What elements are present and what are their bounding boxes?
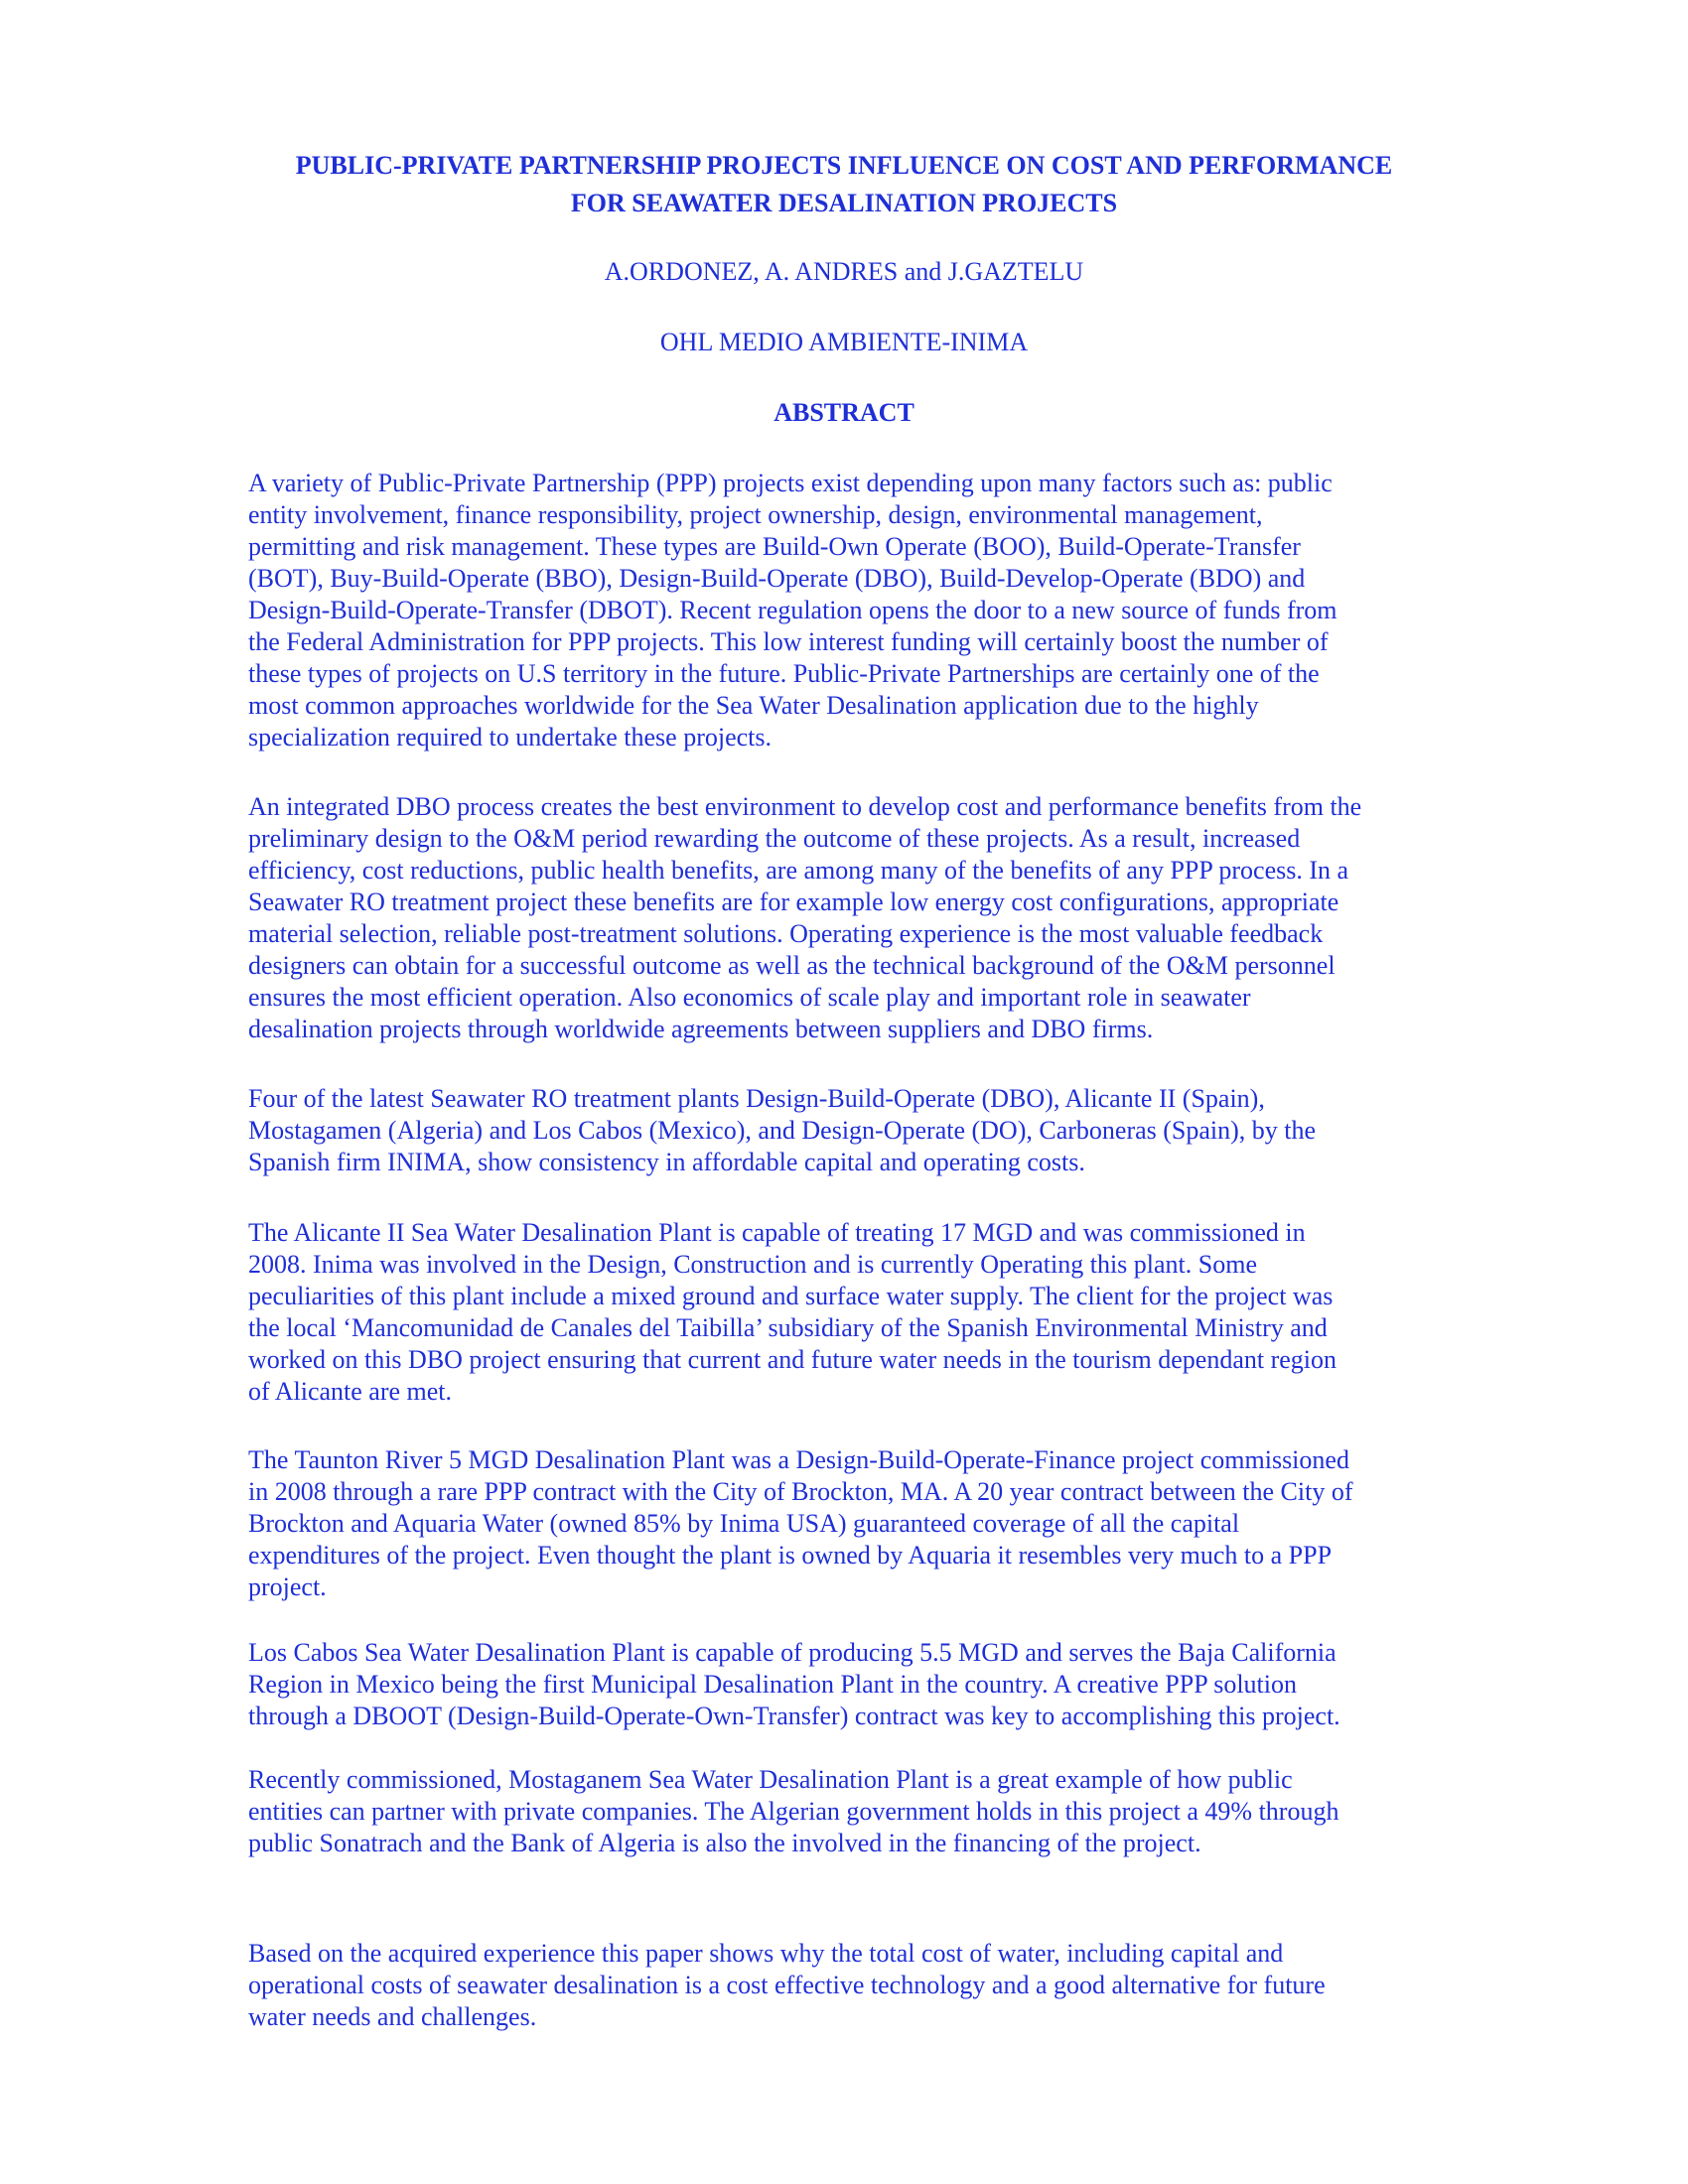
text-line: water needs and challenges.	[248, 2002, 537, 2031]
text-line: of Alicante are met.	[248, 1377, 453, 1406]
abstract-paragraph-los-cabos	[248, 1637, 1460, 1732]
abstract-paragraph-taunton-river	[248, 1444, 1460, 1603]
paper-title-line: PUBLIC-PRIVATE PARTNERSHIP PROJECTS INFLUENCE ON COST AND PERFORMANCE	[295, 151, 1393, 180]
text-line: permitting and risk management. These types are Build-Own Operate (BOO), Build-Operate-Transfer	[248, 532, 1301, 561]
text-line: Four of the latest Seawater RO treatment plants Design-Build-Operate (DBO), Alicante II (Spain),	[248, 1084, 1265, 1113]
text-line: The Taunton River 5 MGD Desalination Plant was a Design-Build-Operate-Finance project commissioned	[248, 1445, 1349, 1474]
text-line: designers can obtain for a successful outcome as well as the technical background of the O&M personnel	[248, 951, 1336, 980]
text-line: the Federal Administration for PPP projects. This low interest funding will certainly boost the number of	[248, 627, 1329, 656]
text-line: efficiency, cost reductions, public health benefits, are among many of the benefits of any PPP process. In a	[248, 856, 1349, 885]
text-line: entities can partner with private companies. The Algerian government holds in this project a 49% through	[248, 1797, 1339, 1826]
text-line: preliminary design to the O&M period rewarding the outcome of these projects. As a result, increased	[248, 824, 1301, 853]
text-line: Recently commissioned, Mostaganem Sea Water Desalination Plant is a great example of how public	[248, 1765, 1293, 1794]
paper-title	[218, 147, 1470, 222]
text-line: An integrated DBO process creates the best environment to develop cost and performance benefits from the	[248, 792, 1362, 821]
text-line: Brockton and Aquaria Water (owned 85% by Inima USA) guaranteed coverage of all the capital	[248, 1509, 1240, 1538]
text-line: specialization required to undertake these projects.	[248, 723, 773, 751]
paper-title-line: FOR SEAWATER DESALINATION PROJECTS	[570, 189, 1118, 217]
text-line: the local ‘Mancomunidad de Canales del Taibilla’ subsidiary of the Spanish Environmental Ministry and	[248, 1313, 1328, 1342]
text-line: Design-Build-Operate-Transfer (DBOT). Recent regulation opens the door to a new source of funds from	[248, 596, 1337, 624]
text-line: in 2008 through a rare PPP contract with the City of Brockton, MA. A 20 year contract between the City of	[248, 1477, 1353, 1506]
text-line: most common approaches worldwide for the Sea Water Desalination application due to the highly	[248, 691, 1259, 720]
text-line: Mostagamen (Algeria) and Los Cabos (Mexico), and Design-Operate (DO), Carboneras (Spain), by the	[248, 1116, 1317, 1145]
text-line: 2008. Inima was involved in the Design, Construction and is currently Operating this plant. Some	[248, 1250, 1258, 1279]
text-line: operational costs of seawater desalination is a cost effective technology and a good alternative for future	[248, 1971, 1326, 1999]
author-list: A.ORDONEZ, A. ANDRES and J.GAZTELU	[604, 257, 1084, 286]
text-line: desalination projects through worldwide agreements between suppliers and DBO firms.	[248, 1015, 1154, 1043]
text-line: entity involvement, finance responsibility, project ownership, design, environmental management,	[248, 500, 1263, 529]
abstract-paragraph-dbo-process	[248, 791, 1460, 1045]
text-line: Based on the acquired experience this paper shows why the total cost of water, including capital and	[248, 1939, 1284, 1968]
text-line: expenditures of the project. Even thought the plant is owned by Aquaria it resembles very much to a PPP	[248, 1541, 1333, 1570]
text-line: public Sonatrach and the Bank of Algeria is also the involved in the financing of the project.	[248, 1829, 1201, 1857]
text-line: material selection, reliable post-treatment solutions. Operating experience is the most valuable feedback	[248, 919, 1324, 948]
text-line: A variety of Public-Private Partnership (PPP) projects exist depending upon many factors such as: public	[248, 469, 1333, 497]
abstract-paragraph-alicante	[248, 1217, 1460, 1408]
abstract-paragraph-conclusion	[248, 1938, 1460, 2033]
abstract-heading: ABSTRACT	[774, 398, 914, 427]
text-line: ensures the most efficient operation. Also economics of scale play and important role in seawater	[248, 983, 1251, 1012]
text-line: project.	[248, 1572, 327, 1601]
text-line: through a DBOOT (Design-Build-Operate-Own-Transfer) contract was key to accomplishing this project.	[248, 1702, 1340, 1730]
affiliation: OHL MEDIO AMBIENTE-INIMA	[659, 328, 1029, 356]
abstract-paragraph-inima-plants	[248, 1083, 1460, 1178]
abstract-paragraph-ppp-types	[248, 468, 1460, 753]
text-line: Seawater RO treatment project these benefits are for example low energy cost configurations, appropriate	[248, 887, 1339, 916]
text-line: worked on this DBO project ensuring that current and future water needs in the tourism dependant region	[248, 1345, 1337, 1374]
text-line: peculiarities of this plant include a mixed ground and surface water supply. The client for the project was	[248, 1282, 1334, 1310]
abstract-paragraph-mostaganem	[248, 1764, 1460, 1859]
text-line: Region in Mexico being the first Municipal Desalination Plant in the country. A creative PPP solution	[248, 1670, 1297, 1699]
text-line: Los Cabos Sea Water Desalination Plant is capable of producing 5.5 MGD and serves the Baja California	[248, 1638, 1336, 1667]
text-line: Spanish firm INIMA, show consistency in affordable capital and operating costs.	[248, 1148, 1085, 1176]
text-line: (BOT), Buy-Build-Operate (BBO), Design-Build-Operate (DBO), Build-Develop-Operate (BDO) and	[248, 564, 1306, 593]
text-line: The Alicante II Sea Water Desalination Plant is capable of treating 17 MGD and was commissioned in	[248, 1218, 1306, 1247]
text-line: these types of projects on U.S territory in the future. Public-Private Partnerships are certainly one of the	[248, 659, 1320, 688]
